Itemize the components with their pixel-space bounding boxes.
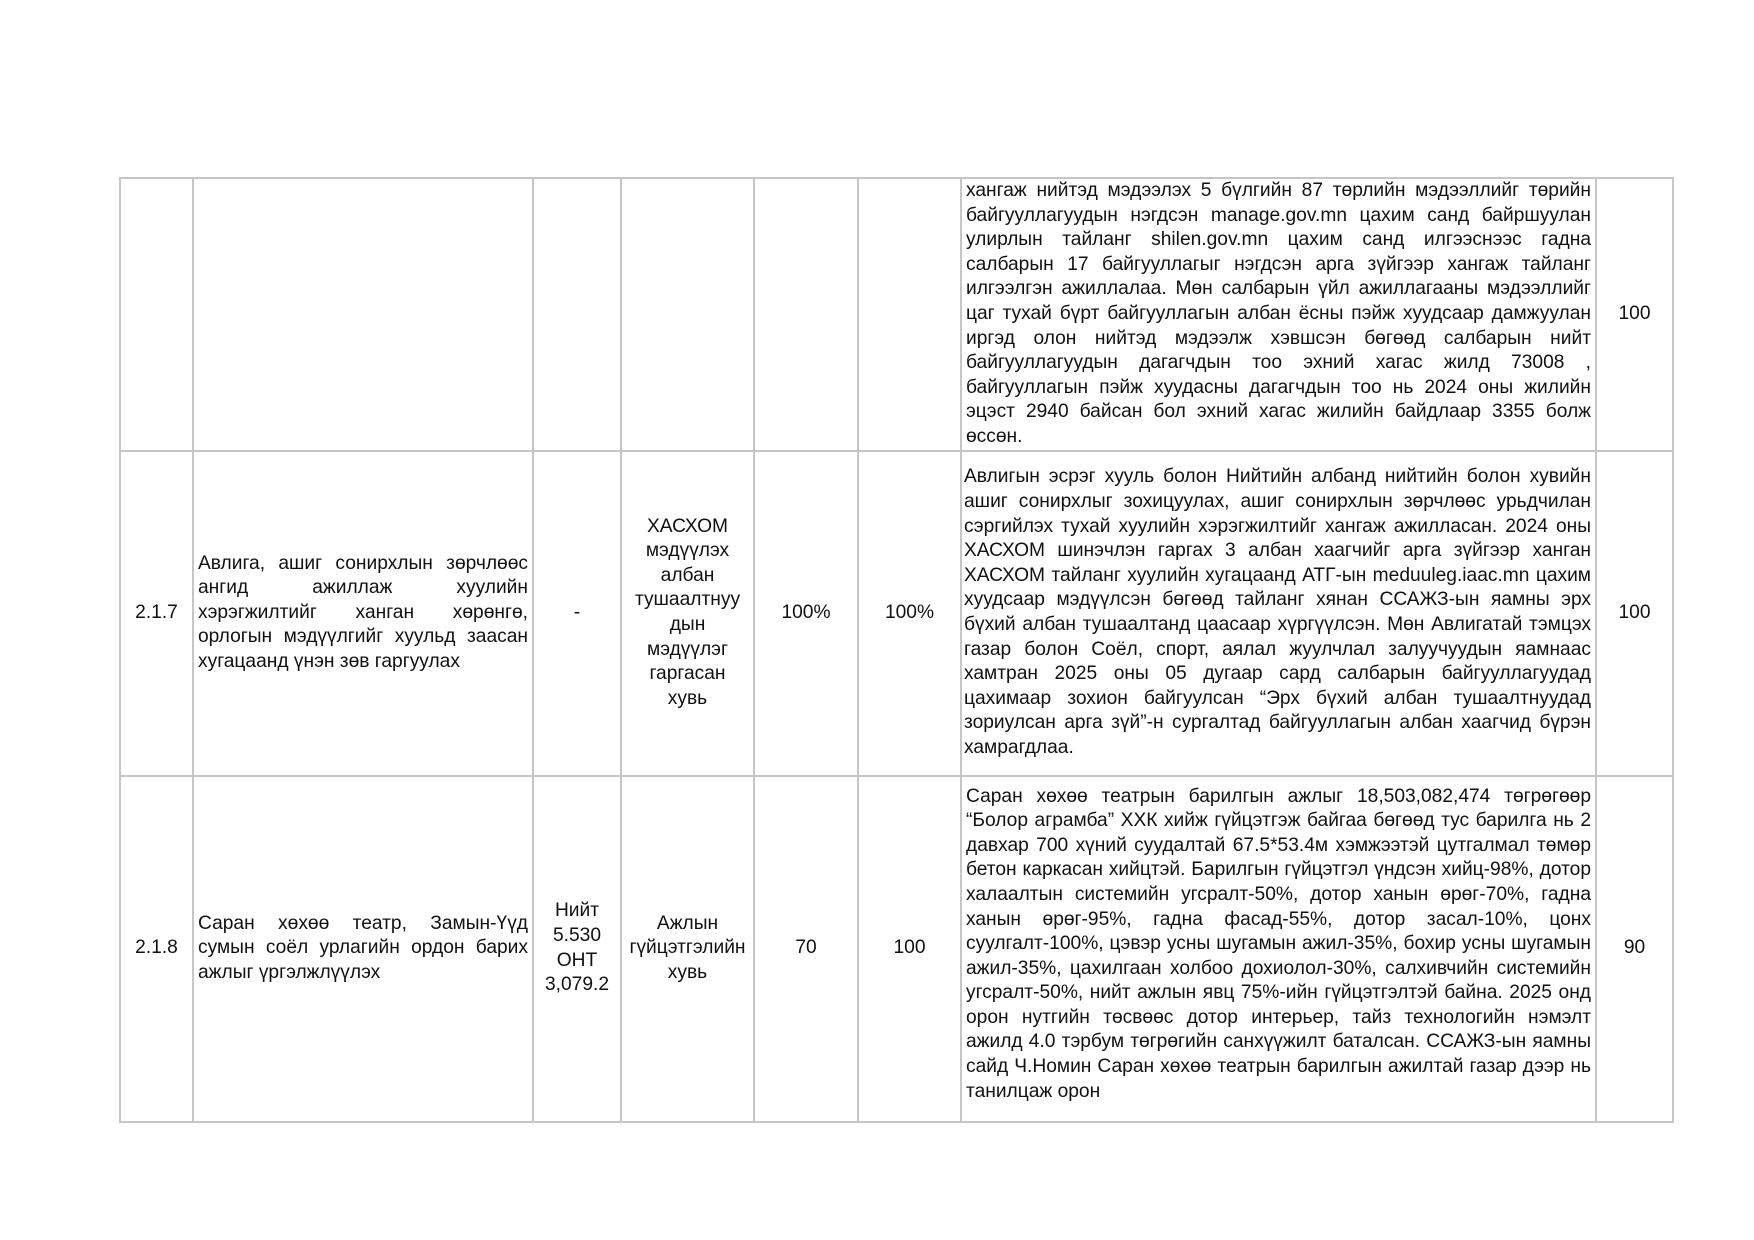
indicator-line: хувь <box>667 687 708 709</box>
row-baseline: 100% <box>754 451 858 776</box>
table-row <box>120 776 1673 1122</box>
row-budget <box>533 178 621 451</box>
row-description: хангаж нийтэд мэдээлэх 5 бүлгийн 87 төрлийн мэдээллийг төрийн байгууллагуудын нэгдсэн manage.gov.mn цахим санд байршуулан улирлын тайланг shilen.gov.mn цахим санд илгээснээс гадна салбарын 17 байгууллагыг нэгдсэн арга зүйгээр хангаж тайланг илгээлгэн ажиллалаа. Мөн салбарын үйл ажиллагааны мэдээллийг цаг тухай бүрт байгууллагын албан ёсны пэйж хуудсаар дамжуулан иргэд олон нийтэд мэдээлж хэвшсэн бөгөөд салбарын нийт байгууллагуудын дагагчдын тоо эхний хагас жилд 73008 , байгууллагын пэйж хуудасны дагагчдын тоо нь 2024 оны жилийн эцэст 2940 байсан бол эхний хагас жилийн байдлаар 3355 болж өссөн. <box>961 178 1596 451</box>
table-row <box>120 178 1673 451</box>
row-code <box>120 178 193 451</box>
row-description <box>961 776 1596 1122</box>
row-baseline <box>754 178 858 451</box>
row-name: Авлига, ашиг сонирхлын зөрчлөөс ангид ажиллаж хуулийн хэрэгжилтийг ханган хөрөнгө, орлогын мэдүүлгийг хуульд заасан хугацаанд үнэн зөв гаргуулах <box>193 451 533 776</box>
budget-line: 5.530 <box>552 924 601 946</box>
indicator-line: мэдүүлэх <box>645 540 730 562</box>
report-table <box>119 177 1674 1123</box>
row-indicator <box>621 451 754 776</box>
indicator-line: албан <box>660 564 715 586</box>
indicator-line: гаргасан <box>649 663 726 685</box>
budget-line: 3,079.2 <box>544 974 610 996</box>
budget-line: Нийт <box>554 900 600 922</box>
row-code: 2.1.7 <box>120 451 193 776</box>
row-description: Авлигын эсрэг хууль болон Нийтийн албанд нийтийн болон хувийн ашиг сонирхлыг зохицуулах, ашиг сонирхлын зөрчлөөс урьдчилан сэргийлэх тухай хуулийн хэрэгжилтийг хангаж ажилласан. 2024 оны ХАСХОМ шинэчлэн гаргах 3 албан хаагчийг арга зүйгээр ханган ХАСХОМ тайланг хуулийн хугацаанд АТГ-ын meduuleg.iaac.mn цахим хуудсаар мэдүүлсэн бөгөөд тайланг хянан ССАЖЗ-ын яамны эрх бүхий албан тушаалтанд цаасаар хүргүүлсэн. Мөн Авлигатай тэмцэх газар болон Соёл, спорт, аялал жуулчлал залуучуудын яамнаас хамтран 2025 оны 05 дугаар сард салбарын байгууллагуудад цахимаар зохион байгуулсан “Эрх бүхий албан тушаалтнуудад зориулсан арга зүй”-н сургалтад байгууллагын албан хаагчид бүрэн хамрагдлаа. <box>961 451 1596 776</box>
row-name <box>193 178 533 451</box>
indicator-line: ХАСХОМ <box>646 515 729 537</box>
indicator-line: дын <box>669 614 706 636</box>
row-indicator: Ажлын гүйцэтгэлийн хувь <box>621 776 754 1122</box>
row-name: Саран хөхөө театр, Замын-Үүд сумын соёл урлагийн ордон барих ажлыг үргэлжлүүлэх <box>193 776 533 1122</box>
row-budget <box>533 776 621 1122</box>
row-baseline: 70 <box>754 776 858 1122</box>
row-target: 100% <box>858 451 961 776</box>
row-score: 90 <box>1596 776 1673 1122</box>
indicator-line: тушаалтнуу <box>634 589 741 611</box>
indicator-line: мэдүүлэг <box>647 638 728 660</box>
row-score: 100 <box>1596 451 1673 776</box>
row-target: 100 <box>858 776 961 1122</box>
budget-line: ОНТ <box>556 949 598 971</box>
row-code: 2.1.8 <box>120 776 193 1122</box>
row-score: 100 <box>1596 178 1673 451</box>
table-row <box>120 451 1673 776</box>
row-description-text: Саран хөхөө театрын барилгын ажлыг 18,503,082,474 төгрөгөөр “Болор аграмба” ХХК хийж гүйцэтгэж байгаа бөгөөд тус барилга нь 2 давхар 700 хүний суудалтай 67.5*53.4м хэмжээтэй цутгалмал төмөр бетон каркасан хийцтэй. Барилгын гүйцэтгэл үндсэн хийц-98%, дотор халаалтын системийн угсралт-50%, дотор ханын өрөг-70%, гадна ханын өрөг-95%, гадна фасад-55%, дотор засал-10%, цонх суулгалт-100%, цэвэр усны шугамын ажил-35%, бохир усны шугамын ажил-35%, цахилгаан холбоо дохиолол-30%, салхивчийн системийн угсралт-50%, нийт ажлын явц 75%-ийн гүйцэтгэлтэй байна. 2025 онд орон нутгийн төсвөөс дотор интерьер, тайз технологийн нэмэлт ажилд 4.0 тэрбум төгрөгийн санхүүжилт баталсан. ССАЖЗ-ын яамны сайд Ч.Номин Саран хөхөө театрын барилгын ажилтай газар дээр нь танилцаж орон <box>966 785 1591 1102</box>
row-target <box>858 178 961 451</box>
row-budget: - <box>533 451 621 776</box>
row-indicator <box>621 178 754 451</box>
